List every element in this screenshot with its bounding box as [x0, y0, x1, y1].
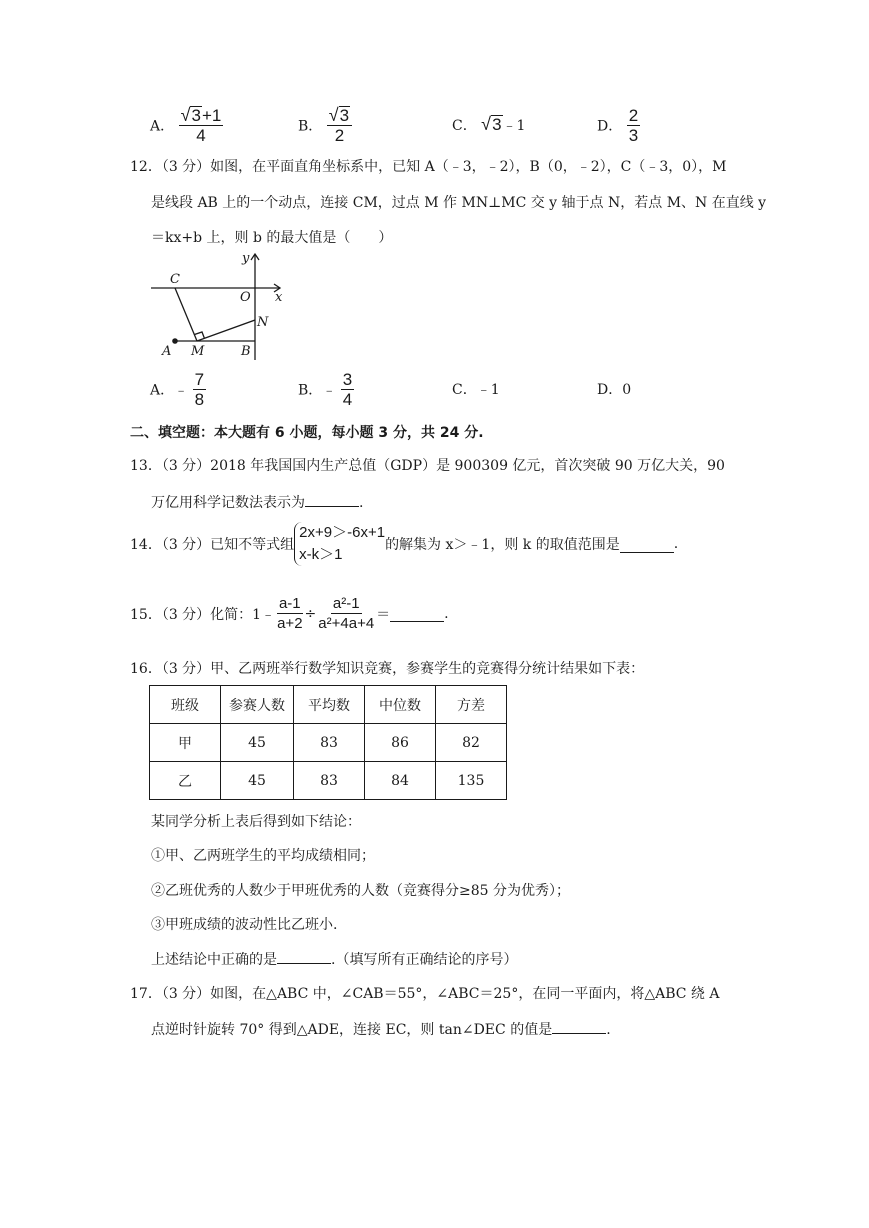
q16-answer-blank [277, 947, 331, 964]
fig-y-label: y [242, 251, 250, 266]
q17-line-2-text: 点逆时针旋转 70° 得到△ADE，连接 EC，则 tan∠DEC 的值是 [151, 1022, 553, 1038]
q12-a-den: 8 [194, 390, 205, 409]
table-header-cell: 平均数 [294, 686, 365, 724]
q11-option-c: C． √ 3 ﹣1 [452, 114, 526, 134]
q15-fraction-2 [316, 594, 376, 633]
q15-f2-num: a²-1 [332, 595, 360, 612]
q11-option-a-label: A． [150, 118, 175, 135]
q14-inequality-2: x-k＞1 [299, 546, 343, 563]
q11-option-b [298, 106, 352, 145]
table-cell: 135 [436, 762, 507, 800]
q17-answer-blank [552, 1017, 606, 1034]
q14-inequality-1: 2x+9＞-6x+1 [299, 524, 386, 541]
q14-pre: 14．（3 分）已知不等式组 [130, 537, 295, 553]
fig-o-label: O [240, 290, 251, 305]
table-header-cell: 中位数 [365, 686, 436, 724]
q15-pre: 15．（3 分）化简：1﹣ [130, 606, 276, 623]
table-row [150, 724, 507, 762]
fig-n-label: N [257, 315, 269, 330]
q11-a-den: 4 [196, 126, 206, 145]
section-2-title: 二、填空题：本大题有 6 小题，每小题 3 分，共 24 分. [130, 425, 484, 441]
q12-option-b-fraction [341, 370, 354, 409]
q13-answer-blank [305, 490, 359, 507]
q12-option-b-label: B． [298, 382, 323, 399]
table-cell: 86 [365, 724, 436, 762]
q16-stats-table [149, 685, 507, 800]
table-cell: 82 [436, 724, 507, 762]
fig-b-label: B [241, 344, 251, 359]
q15-eq: ＝ [376, 606, 391, 623]
q11-b-den: 2 [334, 126, 345, 145]
table-cell: 甲 [150, 724, 221, 762]
q11-d-num: 2 [628, 106, 639, 125]
table-cell: 83 [294, 762, 365, 800]
q11-option-d-label: D． [597, 118, 623, 135]
q13-line-2-text: 万亿用科学记数法表示为 [151, 495, 305, 511]
q15-f1-num: a-1 [278, 595, 301, 612]
q12-option-c [452, 379, 500, 399]
q13-line-2 [151, 490, 363, 512]
q12-option-a-label: A． [150, 382, 175, 399]
table-cell: 83 [294, 724, 365, 762]
q16-conclusion-3: ③甲班成绩的波动性比乙班小. [151, 917, 338, 933]
fig-a-label: A [162, 344, 172, 359]
q12-a-sign: ﹣ [174, 382, 189, 399]
q12-line-1: 12．（3 分）如图，在平面直角坐标系中，已知 A（﹣3，﹣2），B（0，﹣2），C（﹣3，0），M [130, 159, 727, 175]
q11-d-den: 3 [628, 126, 639, 145]
q14-post: 的解集为 x＞﹣1，则 k 的取值范围是 [385, 537, 620, 553]
q15-fraction-1 [275, 594, 304, 633]
q15-f1-den: a+2 [277, 615, 303, 632]
q12-b-den: 4 [342, 390, 353, 409]
q15-line [130, 594, 449, 633]
q17-line-1: 17．（3 分）如图，在△ABC 中，∠CAB＝55°，∠ABC＝25°，在同一平面内，将△ABC 绕 A [130, 986, 720, 1002]
table-row [150, 762, 507, 800]
q11-b-radicand: 3 [339, 106, 350, 125]
q14-line [130, 522, 678, 566]
q11-option-d [597, 106, 640, 145]
q12-line-2: 是线段 AB 上的一个动点，连接 CM，过点 M 作 MN⊥MC 交 y 轴于点 N，若点 M、N 在直线 y [151, 195, 767, 211]
table-cell: 84 [365, 762, 436, 800]
q11-option-a [150, 106, 223, 145]
q13-line-1: 13．（3 分）2018 年我国国内生产总值（GDP）是 900309 亿元，首次突破 90 万亿大关，90 [130, 458, 725, 474]
q15-f2-den: a²+4a+4 [318, 615, 375, 632]
table-cell: 45 [221, 724, 294, 762]
q12-b-sign: ﹣ [322, 382, 337, 399]
q15-div: ÷ [304, 605, 317, 622]
q12-c-val: ﹣1 [476, 382, 500, 398]
q11-option-a-fraction: √ 3 +1 4 [180, 105, 222, 145]
q11-option-b-fraction: √ 3 2 [327, 106, 352, 145]
fig-x-label: x [275, 290, 283, 305]
q11-option-b-label: B． [298, 118, 323, 135]
q15-end: . [444, 605, 449, 622]
q15-answer-blank [390, 605, 444, 622]
q12-option-d [597, 379, 631, 399]
fig-m-label: M [191, 344, 205, 359]
table-header-cell: 班级 [150, 686, 221, 724]
table-header-cell: 参赛人数 [221, 686, 294, 724]
q12-a-num: 7 [194, 370, 205, 389]
table-header-cell: 方差 [436, 686, 507, 724]
q12-option-a-fraction [193, 370, 206, 409]
q16-conclusion-1: ①甲、乙两班学生的平均成绩相同； [151, 848, 375, 864]
q14-inequality-system [294, 522, 385, 566]
q11-a-num-rest: +1 [201, 106, 222, 125]
q12-option-a [150, 370, 206, 409]
q16-line-1: 16．（3 分）甲、乙两班举行数学知识竞赛，参赛学生的竞赛得分统计结果如下表： [130, 661, 645, 677]
q12-option-d-label: D． [597, 382, 623, 398]
q17-line-2-end: . [606, 1022, 611, 1038]
table-cell: 45 [221, 762, 294, 800]
q11-c-rest: ﹣1 [502, 118, 526, 134]
q12-line-3: ＝kx+b 上，则 b 的最大值是（ ） [151, 230, 393, 246]
q17-line-2 [151, 1017, 611, 1039]
q16-ask-pre: 上述结论中正确的是 [151, 952, 277, 968]
q16-conclusion-2: ②乙班优秀的人数少于甲班优秀的人数（竞赛得分≥85 分为优秀）； [151, 883, 570, 899]
q16-after-text: 某同学分析上表后得到如下结论： [151, 814, 361, 830]
q14-end: . [673, 536, 679, 552]
q13-line-2-end: . [359, 495, 364, 511]
table-header-row [150, 686, 507, 724]
q12-option-b [298, 370, 354, 409]
q11-a-radicand: 3 [191, 106, 201, 125]
q12-figure [145, 248, 295, 366]
q11-option-d-fraction [627, 106, 640, 145]
q11-option-c-label: C． [452, 118, 477, 134]
q11-c-radicand: 3 [492, 115, 502, 134]
q16-ask [151, 947, 517, 969]
q12-option-c-label: C． [452, 382, 477, 398]
q16-ask-post: .（填写所有正确结论的序号） [331, 952, 518, 968]
fig-c-label: C [170, 272, 180, 287]
q12-d-val: 0 [622, 382, 632, 398]
table-cell: 乙 [150, 762, 221, 800]
q14-answer-blank [620, 536, 674, 553]
q12-b-num: 3 [342, 370, 353, 389]
